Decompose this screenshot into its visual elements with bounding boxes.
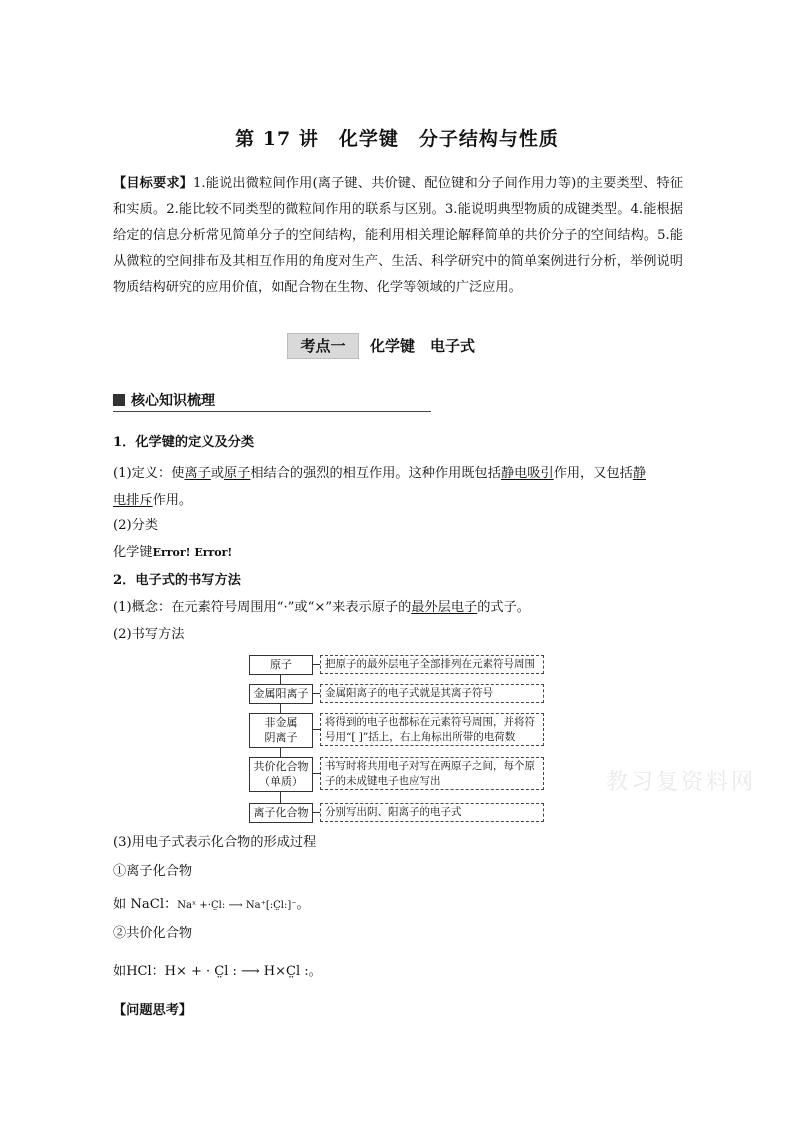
- classification-text: 化学键: [113, 545, 153, 560]
- def-text-d: 作用。: [152, 493, 193, 508]
- flow-desc-atom: 把原子的最外层电子全部排列在元素符号周围: [320, 655, 544, 674]
- ionic-label: ①离子化合物: [113, 864, 193, 879]
- flow-box-covalent: [249, 757, 313, 792]
- question-heading: 【问题思考】: [113, 1003, 193, 1018]
- nacl-end: 。: [296, 897, 310, 912]
- section-label: 考点一: [287, 333, 359, 359]
- flow-box-anion-line1: 非金属: [264, 716, 298, 729]
- concept-text-b: 的式子。: [477, 600, 530, 615]
- concept-outer-electron: 最外层电子: [411, 600, 478, 615]
- covalent-label: ②共价化合物: [113, 926, 193, 941]
- flow-connector: [312, 729, 320, 730]
- nacl-formula: Naˣ +·C̤l: ⟶ Na⁺[:C̤l:]⁻: [177, 900, 297, 911]
- definition-paragraph: [113, 460, 683, 514]
- core-heading-text: 核心知识梳理: [131, 393, 215, 409]
- flow-box-anion-line2: 阴离子: [264, 731, 298, 744]
- flow-desc-covalent: 书写时将共用电子对写在两原子之间，每个原子的未成键电子也应写出: [320, 757, 544, 790]
- classification-label: (2)分类: [113, 518, 159, 533]
- def-text-a: (1)定义：使: [113, 466, 185, 481]
- concept-line: [113, 598, 530, 618]
- hcl-line: [113, 962, 322, 982]
- flow-connector: [312, 773, 320, 774]
- def-attraction: 静电吸引: [500, 466, 554, 481]
- method-label: (2)书写方法: [113, 627, 185, 642]
- def-ion: 离子: [184, 466, 211, 481]
- flow-box-ionic: 离子化合物: [249, 803, 313, 823]
- flow-desc-anion: 将得到的电子也都标在元素符号周围，并将符号用“[ ]”括上，右上角标出所带的电荷数: [320, 713, 544, 746]
- flow-box-atom: 原子: [249, 655, 313, 675]
- def-atom: 原子: [224, 466, 251, 481]
- flow-connector: [312, 693, 320, 694]
- flow-box-cation: 金属阳离子: [249, 684, 313, 704]
- hcl-end: 。: [308, 964, 322, 979]
- square-icon: [113, 394, 125, 406]
- watermark: 教习复资料网: [606, 770, 757, 795]
- flow-box-anion: [249, 713, 313, 748]
- def-repulsion-2: 电排斥: [113, 493, 153, 508]
- process-label: (3)用电子式表示化合物的形成过程: [113, 835, 317, 850]
- item2-heading: 2．电子式的书写方法: [113, 573, 241, 588]
- flow-box-covalent-line1: 共价化合物: [253, 760, 309, 773]
- goal-text: 1.能说出微粒间作用(离子键、共价键、配位键和分子间作用力等)的主要类型、特征和实质。2.能比较不同类型的微粒间作用的联系与区别。3.能说明典型物质的成键类型。4.能根据给定的信息分析常见简单分子的空间结构，能利用相关理论解释简单的共价分子的空间结构。5.能从微粒的空间排布及其相互作用的角度对生产、生活、科学研究中的简单案例进行分析，举例说明物质结构研究的应用价值，如配合物在生物、化学等领域的广泛应用。: [113, 176, 684, 295]
- page-title: 第 17 讲 化学键 分子结构与性质: [235, 128, 559, 150]
- classification-error: Error! Error!: [152, 546, 233, 559]
- def-or: 或: [210, 466, 224, 481]
- hcl-formula: HCl：H× + · C̤l : ⟶ H×C̤l :: [126, 964, 309, 979]
- flow-connector: [312, 664, 320, 665]
- def-text-c: 作用，又包括: [553, 466, 633, 481]
- goal-label: 【目标要求】: [113, 176, 194, 191]
- flow-box-covalent-line2: （单质）: [259, 775, 303, 788]
- item1-heading: 1．化学键的定义及分类: [113, 435, 255, 450]
- section-title: 化学键 电子式: [370, 337, 476, 355]
- heading-rule: [113, 411, 431, 412]
- flow-connector: [312, 812, 320, 813]
- classification-line: [113, 543, 232, 563]
- flow-desc-cation: 金属阳离子的电子式就是其离子符号: [320, 684, 544, 703]
- flow-desc-ionic: 分别写出阴、阳离子的电子式: [320, 803, 544, 822]
- def-repulsion-1: 静: [632, 466, 646, 481]
- hcl-prefix: 如: [113, 964, 127, 979]
- nacl-label: 如 NaCl：: [113, 897, 178, 912]
- nacl-line: [113, 895, 310, 916]
- goal-paragraph: [113, 171, 683, 301]
- def-text-b: 相结合的强烈的相互作用。这种作用既包括: [250, 466, 501, 481]
- concept-text-a: (1)概念：在元素符号周围用“·”或“×”来表示原子的: [113, 600, 412, 615]
- core-heading: [113, 390, 215, 410]
